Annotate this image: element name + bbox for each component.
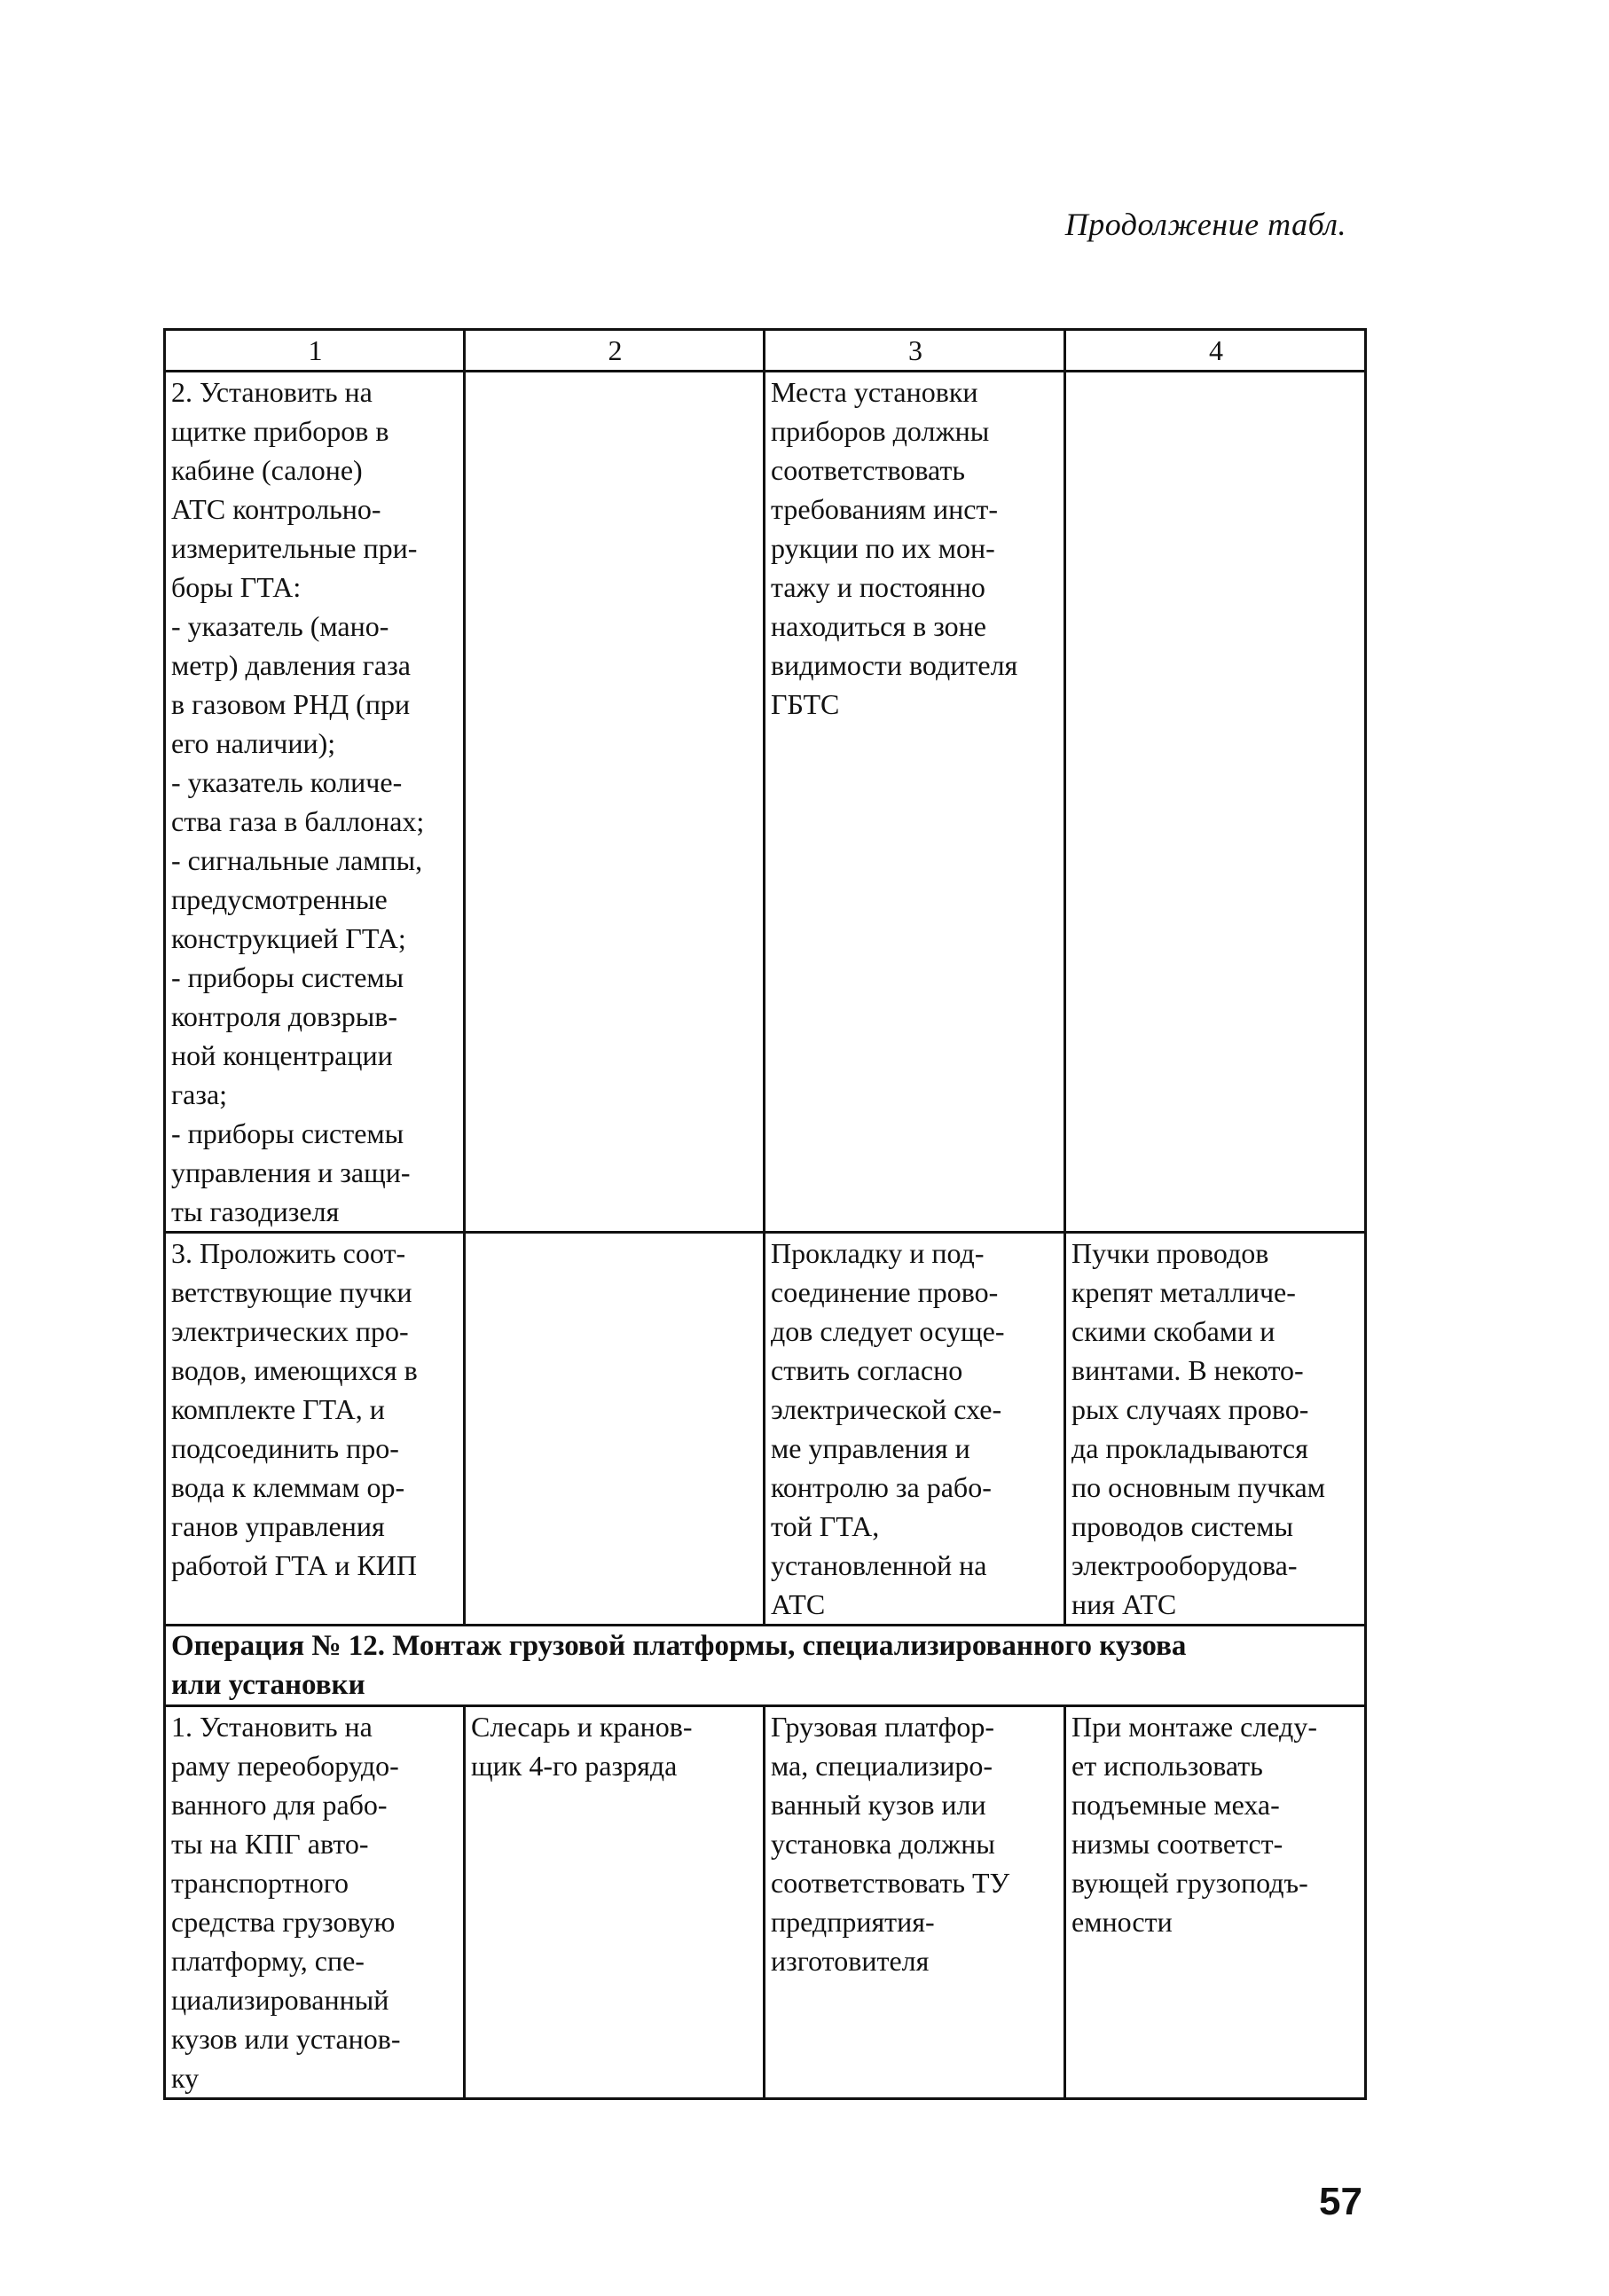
cell-text-line: ма, специализиро- <box>771 1750 993 1782</box>
cell-text-line: конструкцией ГТА; <box>171 922 406 954</box>
table-cell <box>765 1706 1065 2099</box>
table-continuation-label: Продолжение табл. <box>1064 207 1346 242</box>
cell-text-line: установленной на <box>771 1549 987 1581</box>
cell-text-line: тажу и постоянно <box>771 571 985 603</box>
cell-text-line: - указатель (мано- <box>171 610 389 642</box>
cell-text-line: водов, имеющихся в <box>171 1354 418 1386</box>
cell-text-line: - приборы системы <box>171 961 404 993</box>
table-cell <box>165 1233 465 1626</box>
cell-text-line: его наличии); <box>171 727 336 759</box>
section-heading <box>165 1626 1366 1706</box>
cell-text-line: 3. Проложить соот- <box>171 1237 406 1269</box>
cell-text-line: скими скобами и <box>1071 1315 1275 1347</box>
cell-text-line: той ГТА, <box>771 1510 880 1542</box>
cell-text-line: - приборы системы <box>171 1117 404 1149</box>
cell-text-line: Места установки <box>771 376 978 408</box>
cell-text-line: соединение прово- <box>771 1276 999 1308</box>
cell-text-line: ния АТС <box>1071 1588 1177 1620</box>
table-cell <box>765 372 1065 1233</box>
cell-text-line: ствить согласно <box>771 1354 963 1386</box>
cell-text-line: крепят металличе- <box>1071 1276 1296 1308</box>
table-cell <box>465 1706 765 2099</box>
cell-text-line: подъемные меха- <box>1071 1789 1280 1821</box>
cell-text-line: щик 4-го разряда <box>471 1750 678 1782</box>
cell-text-line: - сигнальные лампы, <box>171 844 423 876</box>
cell-text-line: управления и защи- <box>171 1156 411 1188</box>
cell-text-line: ет использовать <box>1071 1750 1263 1782</box>
column-header: 3 <box>765 330 1065 372</box>
cell-text-line: платформу, спе- <box>171 1945 365 1977</box>
cell-text-line: проводов системы <box>1071 1510 1293 1542</box>
cell-text-line: циализированный <box>171 1984 389 2016</box>
table-cell <box>1065 372 1366 1233</box>
cell-text-line: измерительные при- <box>171 532 418 564</box>
cell-text-line: Пучки проводов <box>1071 1237 1269 1269</box>
cell-text-line: установка должны <box>771 1828 995 1860</box>
table-cell <box>1065 1706 1366 2099</box>
table-cell <box>165 1706 465 2099</box>
column-header: 2 <box>465 330 765 372</box>
table-cell <box>165 372 465 1233</box>
cell-text-line: изготовителя <box>771 1945 930 1977</box>
table-row <box>165 372 1366 1233</box>
table-cell <box>465 372 765 1233</box>
cell-text-line: метр) давления газа <box>171 649 411 681</box>
cell-text-line: раму переоборудо- <box>171 1750 399 1782</box>
cell-text-line: ванный кузов или <box>771 1789 986 1821</box>
cell-text-line: находиться в зоне <box>771 610 986 642</box>
cell-text-line: ганов управления <box>171 1510 385 1542</box>
cell-text-line: Слесарь и кранов- <box>471 1711 693 1743</box>
cell-text-line: подсоединить про- <box>171 1432 399 1464</box>
cell-text-line: Операция № 12. Монтаж грузовой платформы, специализированного кузова <box>171 1630 1187 1662</box>
cell-text-line: щитке приборов в <box>171 415 389 447</box>
cell-text-line: требованиям инст- <box>771 493 999 525</box>
cell-text-line: электрооборудова- <box>1071 1549 1298 1581</box>
cell-text-line: предприятия- <box>771 1906 935 1938</box>
column-header: 4 <box>1065 330 1366 372</box>
cell-text-line: кабине (салоне) <box>171 454 363 486</box>
cell-text-line: боры ГТА: <box>171 571 302 603</box>
section-row <box>165 1626 1366 1706</box>
cell-text-line: по основным пучкам <box>1071 1471 1325 1503</box>
page-number: 57 <box>1319 2180 1362 2223</box>
cell-text-line: ства газа в баллонах; <box>171 805 425 837</box>
cell-text-line: 1. Установить на <box>171 1711 373 1743</box>
table-cell <box>465 1233 765 1626</box>
cell-text-line: рых случаях прово- <box>1071 1393 1309 1425</box>
cell-text-line: дов следует осуще- <box>771 1315 1005 1347</box>
cell-text-line: соответствовать ТУ <box>771 1867 1010 1899</box>
cell-text-line: электрических про- <box>171 1315 409 1347</box>
cell-text-line: соответствовать <box>771 454 965 486</box>
cell-text-line: транспортного <box>171 1867 349 1899</box>
cell-text-line: да прокладываются <box>1071 1432 1308 1464</box>
column-header: 1 <box>165 330 465 372</box>
cell-text-line: винтами. В некото- <box>1071 1354 1304 1386</box>
cell-text-line: видимости водителя <box>771 649 1018 681</box>
operations-table <box>163 328 1367 2100</box>
cell-text-line: ку <box>171 2062 200 2094</box>
cell-text-line: ты на КПГ авто- <box>171 1828 369 1860</box>
cell-text-line: газа; <box>171 1078 228 1110</box>
cell-text-line: Грузовая платфор- <box>771 1711 994 1743</box>
cell-text-line: 2. Установить на <box>171 376 373 408</box>
cell-text-line: низмы соответст- <box>1071 1828 1283 1860</box>
cell-text-line: ной концентрации <box>171 1039 393 1071</box>
cell-text-line: приборов должны <box>771 415 990 447</box>
cell-text-line: емности <box>1071 1906 1173 1938</box>
cell-text-line: При монтаже следу- <box>1071 1711 1317 1743</box>
cell-text-line: вода к клеммам ор- <box>171 1471 405 1503</box>
cell-text-line: контроля довзрыв- <box>171 1000 397 1032</box>
cell-text-line: - указатель количе- <box>171 766 403 798</box>
cell-text-line: работой ГТА и КИП <box>171 1549 417 1581</box>
cell-text-line: ме управления и <box>771 1432 970 1464</box>
cell-text-line: АТС контрольно- <box>171 493 381 525</box>
cell-text-line: АТС <box>771 1588 826 1620</box>
cell-text-line: ты газодизеля <box>171 1195 340 1227</box>
table-header-row <box>165 330 1366 372</box>
cell-text-line: ветствующие пучки <box>171 1276 412 1308</box>
cell-text-line: комплекте ГТА, и <box>171 1393 385 1425</box>
cell-text-line: кузов или установ- <box>171 2023 401 2055</box>
cell-text-line: или установки <box>171 1669 365 1701</box>
cell-text-line: ванного для рабо- <box>171 1789 388 1821</box>
cell-text-line: вующей грузоподъ- <box>1071 1867 1308 1899</box>
cell-text-line: в газовом РНД (при <box>171 688 411 720</box>
table-row <box>165 1706 1366 2099</box>
cell-text-line: контролю за рабо- <box>771 1471 992 1503</box>
table-cell <box>765 1233 1065 1626</box>
table-row <box>165 1233 1366 1626</box>
cell-text-line: рукции по их мон- <box>771 532 995 564</box>
cell-text-line: средства грузовую <box>171 1906 396 1938</box>
table-cell <box>1065 1233 1366 1626</box>
cell-text-line: электрической схе- <box>771 1393 1002 1425</box>
cell-text-line: ГБТС <box>771 688 840 720</box>
cell-text-line: предусмотренные <box>171 883 388 915</box>
cell-text-line: Прокладку и под- <box>771 1237 985 1269</box>
